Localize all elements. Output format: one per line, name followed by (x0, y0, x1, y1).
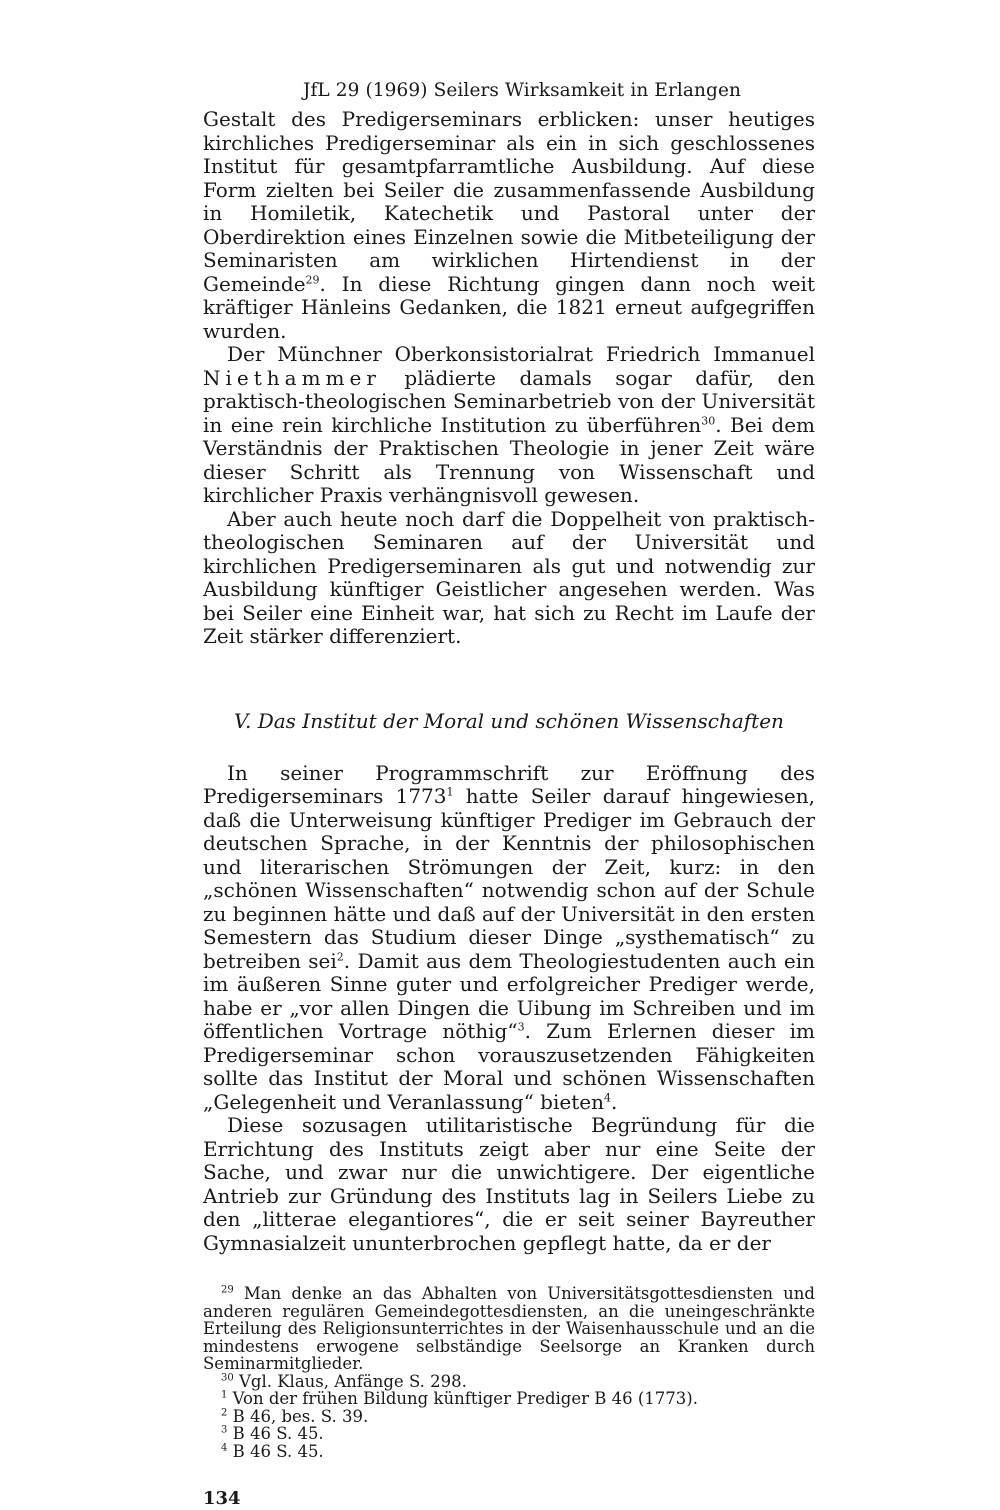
paragraph-text: . Bei dem Verständnis der Praktischen Theologie in jener Zeit wäre dieser Schritt als Trennung von Wissenschaft und kirchlicher Praxis verhängnisvoll gewesen. (203, 412, 816, 507)
footnote (203, 1390, 815, 1408)
footnote-number: 2 (221, 1407, 228, 1418)
book-page (203, 78, 815, 1510)
footnote-ref: 3 (517, 1020, 525, 1034)
footnote-text: B 46 S. 45. (232, 1441, 324, 1461)
paragraph-text: Gestalt des Predigerseminars erblicken: unser heutiges kirchliches Predigerseminar als ein in sich geschlossenes Institut für gesamtpfarramtliche Ausbildung. Auf diese Form zielten bei Seiler die zusammenfassende Ausbildung in Homiletik, Katechetik und Pastoral unter der Oberdirektion eines Einzelnen sowie die Mitbeteiligung der Seminaristen am wirklichen Hirtendienst in der Gemeinde (203, 107, 815, 296)
footnote-ref: 4 (603, 1090, 611, 1104)
paragraph-text: . Damit aus dem Theologiestudenten auch ein im äußeren Sinne guter und erfolgreicher Prediger werde, habe er „vor allen Dingen die Uibung im Schreiben und im öffentlichen Vortrage nöthig“ (203, 948, 816, 1043)
footnote-number: 29 (221, 1284, 234, 1296)
footnotes (203, 1285, 815, 1460)
footnote (203, 1285, 815, 1373)
footnote-ref: 2 (336, 949, 344, 963)
footnote-text: Vgl. Klaus, Anfänge S. 298. (238, 1371, 467, 1391)
footnote (203, 1425, 815, 1443)
footnote (203, 1408, 815, 1426)
footnote-number: 3 (221, 1424, 228, 1436)
footnote-text: B 46 S. 45. (232, 1424, 324, 1443)
paragraph-text: hatte Seiler darauf hingewiesen, daß die Unterweisung künftiger Prediger im Gebrauch der deutschen Sprache, in der Kenntnis der philosophischen und literarischen Strömungen der Zeit, kurz: in den „schönen Wissenschaften“ notwendig schon auf der Schule zu beginnen hätte und daß auf der Universität in den ersten Semestern das Studium dieser Dinge „systhematisch“ zu betreiben sei (203, 784, 815, 973)
footnote (203, 1373, 815, 1391)
footnote-ref: 29 (305, 272, 320, 286)
paragraph-1 (203, 108, 815, 343)
paragraph-5: Diese sozusagen utilitaristische Begründung für die Errichtung des Instituts zeigt aber nur eine Seite der Sache, und zwar nur die unwichtigere. Der eigentliche Antrieb zur Gründung des Instituts lag in Seilers Liebe zu den „litterae elegantiores“, die er seit seiner Bayreuther Gymnasialzeit ununterbrochen gepflegt hatte, da er der (203, 1113, 815, 1255)
footnote-ref: 1 (446, 785, 454, 799)
page-number: 134 (203, 1488, 241, 1509)
running-head: JfL 29 (1969) Seilers Wirksamkeit in Erlangen (302, 80, 742, 101)
footnote-text: Man denke an das Abhalten von Universitätsgottesdiensten und anderen regulären Gemeindegottesdiensten, an die uneingeschränkte Erteilung des Religionsunterrichtes in der Waisenhausschule und an die mindestens erwogene selbständige Seelsorge an Kranken durch Seminarmitglieder. (203, 1284, 815, 1373)
paragraph-text: plädierte damals sogar dafür, den praktisch-theologischen Seminarbetrieb von der Universität in eine rein kirchliche Institution zu überführen (203, 365, 816, 437)
footnote-number: 30 (221, 1372, 234, 1383)
footnote-text: B 46, bes. S. 39. (232, 1406, 369, 1426)
paragraph-4 (203, 762, 815, 1115)
paragraph-3: Aber auch heute noch darf die Doppelheit von praktisch-theologischen Seminaren auf der Universität und kirchlichen Predigerseminaren als gut und notwendig zur Ausbildung künftiger Geistlicher angesehen werden. Was bei Seiler eine Einheit war, hat sich zu Recht im Laufe der Zeit stärker differenziert. (203, 506, 815, 648)
section-heading: V. Das Institut der Moral und schönen Wissenschaften (234, 708, 784, 733)
paragraph-text: . (610, 1089, 618, 1114)
footnote-text: Von der frühen Bildung künftiger Prediger B 46 (1773). (232, 1389, 698, 1408)
footnote-number: 1 (221, 1389, 228, 1401)
paragraph-text: . Zum Erlernen dieser im Predigerseminar schon vorauszusetzenden Fähigkeiten sollte das Institut der Moral und schönen Wissenschaften „Gelegenheit und Veranlassung“ bieten (203, 1019, 816, 1114)
paragraph-text: In seiner Programmschrift zur Eröffnung des Predigerseminars 1773 (203, 760, 815, 808)
paragraph-text: Der Münchner Oberkonsistorialrat Friedrich Immanuel (227, 342, 815, 366)
person-name: Niethammer (203, 365, 381, 390)
footnote (203, 1443, 815, 1461)
footnote-number: 4 (221, 1442, 228, 1453)
footnote-ref: 30 (701, 413, 716, 427)
paragraph-2 (203, 343, 815, 508)
paragraph-text: . In diese Richtung gingen dann noch weit kräftiger Hänleins Gedanken, die 1821 erneut aufgegriffen wurden. (203, 271, 815, 343)
